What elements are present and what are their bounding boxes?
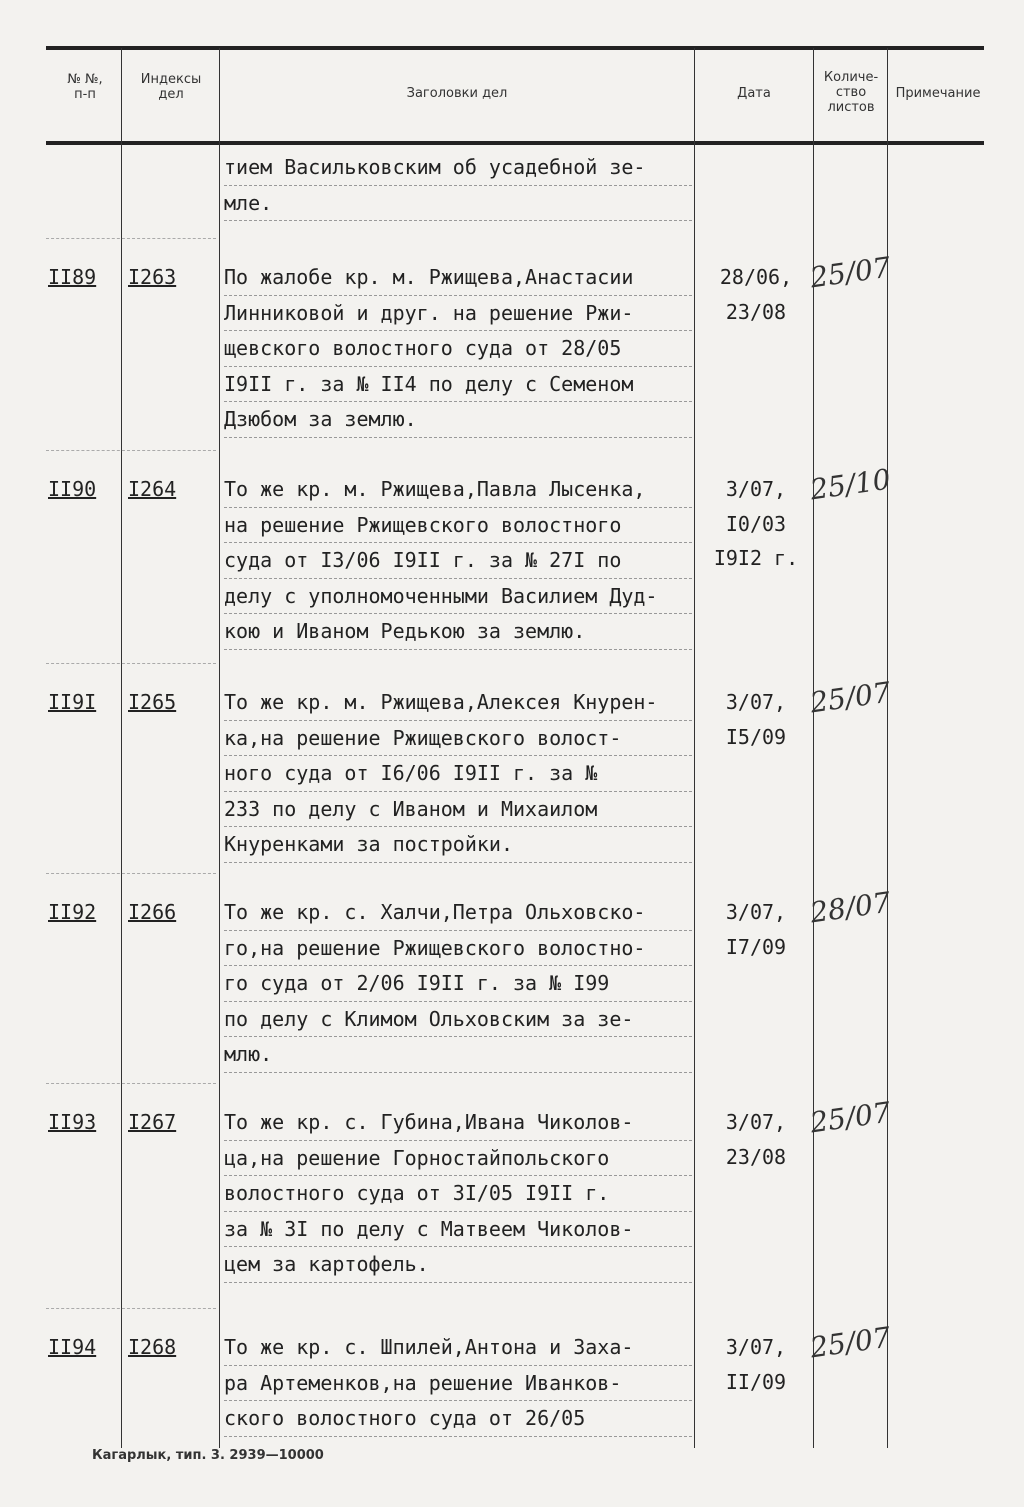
- sheets-handwritten: 25/07: [808, 1095, 893, 1140]
- entry-number: II9I: [48, 690, 97, 714]
- sheets-handwritten: 25/10: [808, 462, 893, 507]
- text-line: Линниковой и друг. на решение Ржи-: [224, 296, 692, 332]
- text-line: мле.: [224, 186, 692, 222]
- text-line: кою и Иваном Редькою за землю.: [224, 614, 692, 650]
- entry-number: II92: [48, 900, 97, 924]
- entry-title: [224, 895, 692, 1073]
- sheets-handwritten: 25/07: [808, 250, 893, 295]
- entry-index: I266: [128, 900, 177, 924]
- continuation-text: [224, 150, 692, 221]
- column-divider: [121, 48, 122, 1448]
- date-line: 3/07,: [725, 1110, 787, 1134]
- row-separator: [46, 450, 216, 451]
- text-line: на решение Ржищевского волостного: [224, 508, 692, 544]
- text-line: То же кр. м. Ржищева,Алексея Кнурен-: [224, 685, 692, 721]
- date-line: 3/07,: [725, 477, 787, 501]
- row-separator: [46, 1083, 216, 1084]
- date-line: 23/08: [725, 1144, 787, 1169]
- top-rule: [46, 46, 984, 50]
- entry-date: [700, 1330, 812, 1399]
- text-line: Кнуренками за постройки.: [224, 827, 692, 863]
- text-line: тием Васильковским об усадебной зе-: [224, 150, 692, 186]
- text-line: суда от I3/06 I9II г. за № 27I по: [224, 543, 692, 579]
- text-line: ского волостного суда от 26/05: [224, 1401, 692, 1437]
- sheets-handwritten: 25/07: [808, 1320, 893, 1365]
- entry-index: I264: [128, 477, 177, 501]
- text-line: го суда от 2/06 I9II г. за № I99: [224, 966, 692, 1002]
- column-divider: [219, 48, 220, 1448]
- text-line: волостного суда от 3I/05 I9II г.: [224, 1176, 692, 1212]
- text-line: за № 3I по делу с Матвеем Чиколов-: [224, 1212, 692, 1248]
- row-separator: [46, 663, 216, 664]
- header-index: Индексы дел: [140, 72, 202, 102]
- printer-imprint: Кагарлык, тип. 3. 2939—10000: [92, 1448, 324, 1463]
- text-line: То же кр. с. Халчи,Петра Ольховско-: [224, 895, 692, 931]
- date-line: I0/03: [725, 511, 787, 536]
- entry-index: I267: [128, 1110, 177, 1134]
- date-line: 3/07,: [725, 900, 787, 924]
- date-line: II/09: [725, 1369, 787, 1394]
- entry-title: [224, 1330, 692, 1437]
- entry-number: II93: [48, 1110, 97, 1134]
- text-line: делу с уполномоченными Василием Дуд-: [224, 579, 692, 615]
- entry-index: I263: [128, 265, 177, 289]
- row-separator: [46, 1308, 216, 1309]
- text-line: По жалобе кр. м. Ржищева,Анастасии: [224, 260, 692, 296]
- entry-date: [700, 685, 812, 754]
- text-line: млю.: [224, 1037, 692, 1073]
- date-line: I5/09: [725, 724, 787, 749]
- entry-date: [700, 260, 812, 329]
- entry-index: I268: [128, 1335, 177, 1359]
- date-line: 3/07,: [725, 690, 787, 714]
- text-line: I9II г. за № II4 по делу с Семеном: [224, 367, 692, 403]
- header-sheets: Количе- ство листов: [823, 70, 879, 115]
- entry-date: [700, 895, 812, 964]
- header-num: № №, п-п: [67, 72, 103, 102]
- header-rule: [46, 141, 984, 145]
- text-line: То же кр. м. Ржищева,Павла Лысенка,: [224, 472, 692, 508]
- entry-title: [224, 685, 692, 863]
- text-line: ка,на решение Ржищевского волост-: [224, 721, 692, 757]
- column-divider: [813, 48, 814, 1448]
- entry-number: II90: [48, 477, 97, 501]
- date-line: 3/07,: [725, 1335, 787, 1359]
- entry-number: II94: [48, 1335, 97, 1359]
- text-line: ного суда от I6/06 I9II г. за №: [224, 756, 692, 792]
- entry-title: [224, 472, 692, 650]
- date-line: I9I2 г.: [713, 546, 799, 570]
- header-title: Заголовки дел: [406, 86, 508, 101]
- text-line: То же кр. с. Шпилей,Антона и Заха-: [224, 1330, 692, 1366]
- row-separator: [46, 238, 216, 239]
- entry-index: I265: [128, 690, 177, 714]
- entry-title: [224, 1105, 692, 1283]
- row-separator: [46, 873, 216, 874]
- text-line: То же кр. с. Губина,Ивана Чиколов-: [224, 1105, 692, 1141]
- text-line: Дзюбом за землю.: [224, 402, 692, 438]
- date-line: 28/06,: [719, 265, 793, 289]
- entry-number: II89: [48, 265, 97, 289]
- entry-title: [224, 260, 692, 438]
- text-line: ца,на решение Горностайпольского: [224, 1141, 692, 1177]
- date-line: I7/09: [725, 934, 787, 959]
- header-notes: Примечание: [895, 86, 981, 101]
- text-line: по делу с Климом Ольховским за зе-: [224, 1002, 692, 1038]
- text-line: го,на решение Ржищевского волостно-: [224, 931, 692, 967]
- date-line: 23/08: [725, 299, 787, 324]
- text-line: цем за картофель.: [224, 1247, 692, 1283]
- text-line: щевского волостного суда от 28/05: [224, 331, 692, 367]
- entry-date: [700, 1105, 812, 1174]
- column-divider: [694, 48, 695, 1448]
- entry-date: [700, 472, 812, 576]
- text-line: ра Артеменков,на решение Иванков-: [224, 1366, 692, 1402]
- sheets-handwritten: 28/07: [808, 885, 893, 930]
- text-line: 233 по делу с Иваном и Михаилом: [224, 792, 692, 828]
- header-date: Дата: [737, 86, 771, 101]
- sheets-handwritten: 25/07: [808, 675, 893, 720]
